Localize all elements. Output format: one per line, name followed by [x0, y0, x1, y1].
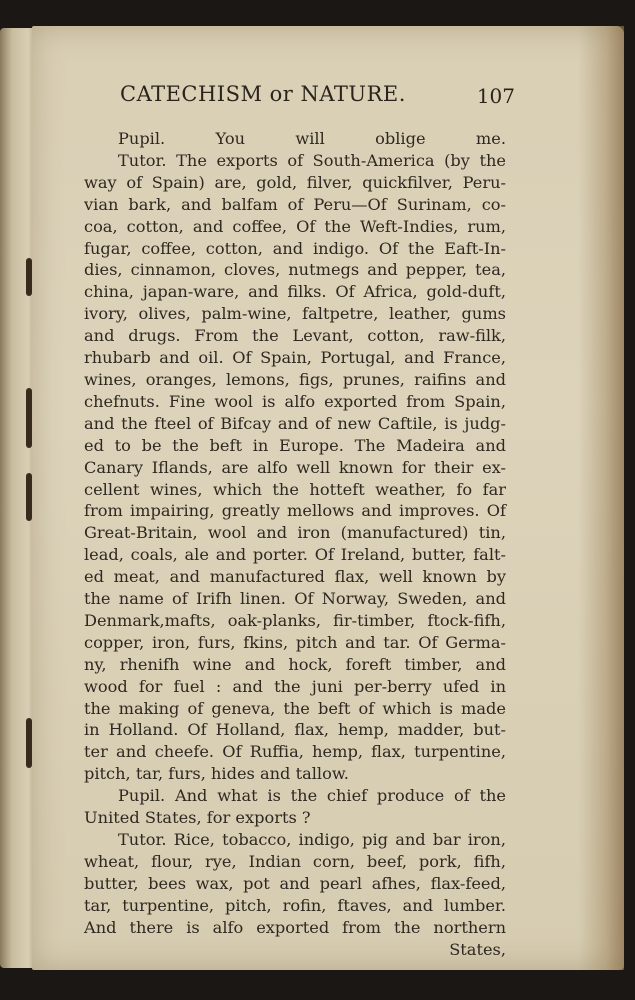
text-line: butter, bees wax, pot and pearl afhes, flax-feed,: [84, 873, 506, 893]
text-line: Tutor. Rice, tobacco, indigo, pig and bar iron,: [118, 830, 506, 849]
text-line: ter and cheefe. Of Ruffia, hemp, flax, turpentine,: [84, 742, 506, 762]
text-line: Pupil. And what is the chief produce of the: [118, 786, 506, 806]
text-line: Canary Iflands, are alfo well known for their ex-: [84, 457, 506, 477]
text-line: ed meat, and manufactured flax, well known by: [84, 567, 506, 587]
text-line: the name of Irifh linen. Of Norway, Sweden, and: [84, 589, 506, 609]
text-line: ny, rhenifh wine and hock, foreft timber, and: [84, 654, 506, 674]
text-line: Tutor. The exports of South-America (by the: [118, 150, 506, 170]
text-line: china, japan-ware, and filks. Of Africa, gold-duft,: [84, 282, 506, 302]
catchword: States,: [449, 939, 506, 959]
text-line: Pupil. You will oblige me.: [118, 129, 506, 148]
text-line: ed to be the beft in Europe. The Madeira and: [84, 435, 506, 455]
text-line: the making of geneva, the beft of which is made: [84, 698, 506, 718]
text-line: from impairing, greatly mellows and improves. Of: [84, 501, 506, 521]
text-line: way of Spain) are, gold, filver, quickfilver, Peru-: [84, 172, 506, 192]
text-line: rhubarb and oil. Of Spain, Portugal, and France,: [84, 348, 506, 368]
page-header: [120, 82, 515, 116]
text-line: tar, turpentine, pitch, rofin, ftaves, and lumber.: [84, 895, 506, 915]
text-line: wheat, flour, rye, Indian corn, beef, pork, fifh,: [84, 851, 506, 871]
text-line: cellent wines, which the hotteft weather, fo far: [84, 479, 506, 499]
text-line: United States, for exports ?: [84, 808, 311, 828]
text-line: pitch, tar, furs, hides and tallow.: [84, 764, 349, 784]
text-line: fugar, coffee, cotton, and indigo. Of the Eaft-In-: [84, 238, 506, 258]
body-text: [84, 128, 506, 960]
text-line: wood for fuel : and the juni per-berry ufed in: [84, 676, 506, 696]
text-line: wines, oranges, lemons, figs, prunes, raifins and: [84, 369, 506, 389]
text-line: Great-Britain, wool and iron (manufactured) tin,: [84, 523, 506, 543]
page-fore-edge: [578, 26, 624, 970]
running-head: CATECHISM or NATURE.: [120, 82, 406, 106]
text-line: dies, cinnamon, cloves, nutmegs and pepper, tea,: [84, 260, 506, 280]
text-line: copper, iron, furs, fkins, pitch and tar. Of Germa-: [84, 632, 506, 652]
text-line: chefnuts. Fine wool is alfo exported from Spain,: [84, 391, 506, 411]
text-line: Denmark,mafts, oak-planks, fir-timber, ftock-fifh,: [84, 610, 506, 630]
page-number: 107: [476, 84, 515, 108]
text-line: and drugs. From the Levant, cotton, raw-filk,: [84, 326, 506, 346]
text-line: And there is alfo exported from the northern: [84, 917, 506, 937]
text-line: coa, cotton, and coffee, Of the Weft-Indies, rum,: [84, 216, 506, 236]
text-line: lead, coals, ale and porter. Of Ireland, butter, falt-: [84, 545, 506, 565]
text-line: vian bark, and balfam of Peru—Of Surinam, co-: [84, 194, 506, 214]
text-line: ivory, olives, palm-wine, faltpetre, leather, gums: [84, 304, 506, 324]
text-line: and the fteel of Bifcay and of new Caftile, is judg-: [84, 413, 506, 433]
text-line: in Holland. Of Holland, flax, hemp, madder, but-: [84, 720, 506, 740]
